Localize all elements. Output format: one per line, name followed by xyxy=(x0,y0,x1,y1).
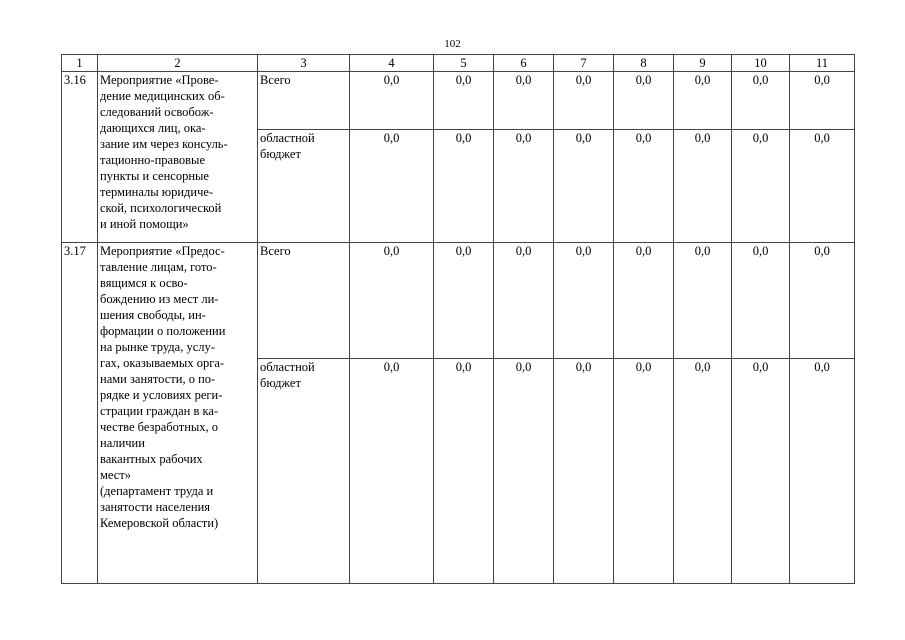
header-cell: 6 xyxy=(494,55,554,72)
value-cell: 0,0 xyxy=(494,72,554,130)
value-cell: 0,0 xyxy=(614,243,674,359)
header-cell: 5 xyxy=(434,55,494,72)
value-cell: 0,0 xyxy=(554,358,614,583)
header-cell: 2 xyxy=(98,55,258,72)
table-row xyxy=(62,72,855,130)
header-cell: 3 xyxy=(258,55,350,72)
funding-source: областной бюджет xyxy=(258,130,350,243)
page-number: 102 xyxy=(444,38,461,50)
value-cell: 0,0 xyxy=(790,243,855,359)
value-cell: 0,0 xyxy=(350,130,434,243)
value-cell: 0,0 xyxy=(434,358,494,583)
value-cell: 0,0 xyxy=(790,130,855,243)
row-id: 3.17 xyxy=(62,243,98,584)
value-cell: 0,0 xyxy=(732,243,790,359)
value-cell: 0,0 xyxy=(554,130,614,243)
value-cell: 0,0 xyxy=(434,72,494,130)
value-cell: 0,0 xyxy=(674,243,732,359)
header-cell: 7 xyxy=(554,55,614,72)
value-cell: 0,0 xyxy=(614,72,674,130)
value-cell: 0,0 xyxy=(790,358,855,583)
value-cell: 0,0 xyxy=(790,72,855,130)
value-cell: 0,0 xyxy=(494,243,554,359)
header-row xyxy=(62,55,855,72)
value-cell: 0,0 xyxy=(614,358,674,583)
budget-table xyxy=(61,54,855,584)
value-cell: 0,0 xyxy=(554,243,614,359)
value-cell: 0,0 xyxy=(674,130,732,243)
value-cell: 0,0 xyxy=(350,72,434,130)
funding-source: Всего xyxy=(258,72,350,130)
header-cell: 10 xyxy=(732,55,790,72)
header-cell: 4 xyxy=(350,55,434,72)
header-cell: 11 xyxy=(790,55,855,72)
value-cell: 0,0 xyxy=(494,358,554,583)
value-cell: 0,0 xyxy=(494,130,554,243)
funding-source: Всего xyxy=(258,243,350,359)
funding-source: областной бюджет xyxy=(258,358,350,583)
value-cell: 0,0 xyxy=(614,130,674,243)
header-cell: 9 xyxy=(674,55,732,72)
value-cell: 0,0 xyxy=(732,130,790,243)
table-row xyxy=(62,243,855,359)
value-cell: 0,0 xyxy=(434,243,494,359)
row-id: 3.16 xyxy=(62,72,98,243)
header-cell: 8 xyxy=(614,55,674,72)
value-cell: 0,0 xyxy=(732,72,790,130)
value-cell: 0,0 xyxy=(732,358,790,583)
value-cell: 0,0 xyxy=(674,358,732,583)
row-description: Мероприятие «Предос- тавление лицам, гото- вящимся к осво- бождению из мест ли- шения свободы, ин- формации о положении на рынке труда, услу- гах, оказываемых орга- нами занятости, о по- рядке и условиях реги- страции граждан в ка- честве безработных, о наличии вакантных рабочих мест» (департамент труда и занятости населения Кемеровской области) xyxy=(98,243,258,584)
value-cell: 0,0 xyxy=(674,72,732,130)
value-cell: 0,0 xyxy=(350,243,434,359)
value-cell: 0,0 xyxy=(350,358,434,583)
value-cell: 0,0 xyxy=(434,130,494,243)
header-cell: 1 xyxy=(62,55,98,72)
value-cell: 0,0 xyxy=(554,72,614,130)
row-description: Мероприятие «Прове- дение медицинских об- следований освобож- дающихся лиц, ока- зание им через консуль- тационно-правовые пункты и сенсорные терминалы юридиче- ской, психологической и иной помощи» xyxy=(98,72,258,243)
